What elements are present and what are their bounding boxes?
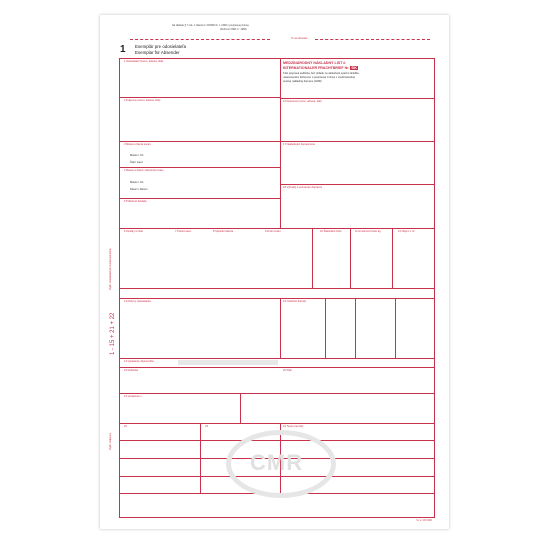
box24-label: 24 Tovar prevzatý (283, 425, 304, 428)
b4-date: Dátum / Datum (130, 188, 148, 191)
footer-code: S.r.o. CR 0000 (416, 519, 432, 522)
shaded-field (178, 360, 278, 365)
side-label-carrier: Vyplní dopravca (109, 432, 112, 450)
copy-label-de: Exemplar für Absender (135, 50, 180, 55)
box15-label: 15 Dobierka (124, 369, 138, 372)
header-line1: Na základe § 7 ods. 1 zákona č. 00/0000 Z. z. CMR o prepravnej zmluve (172, 24, 249, 27)
box22-label: 22 (124, 425, 127, 428)
box13-label: 13 Pokyny odosielateľa (124, 300, 151, 303)
box18-label: 18 Výhrady a poznámky dopravcu (283, 186, 323, 189)
mid-divider (280, 298, 281, 358)
line-b5 (119, 198, 280, 199)
line-b16 (280, 98, 435, 99)
cut-line-left (130, 39, 270, 40)
box9-label: 9 Druh tovaru (265, 230, 281, 233)
copy-number: 1 (120, 44, 126, 55)
side-label-sender: Vyplní odosielateľ pod zodpovednosťou (109, 248, 112, 290)
header-line2: (Dohovor CMR z r. 1956) (220, 28, 247, 31)
box7-label: 7 Počet kusov (175, 230, 192, 233)
box12-label: 12 Objem v m³ (398, 230, 416, 233)
copy-label-sk: Exemplár pre odosielateľa (135, 44, 187, 49)
box23-label: 23 (205, 425, 208, 428)
line-b22 (119, 423, 435, 424)
pay-col-3 (395, 298, 396, 358)
country-badge: SK (351, 65, 357, 70)
box19-label: 19 Osobitné dohody (283, 300, 307, 303)
b21-divider (240, 393, 241, 423)
box16-label: 16 Dopravca (meno, adresa, štát) (283, 100, 322, 103)
cut-line-right (315, 39, 430, 40)
title-de-text: INTERNATIONALER FRACHTBRIEF Nr. (283, 66, 350, 70)
box10-label: 10 Štatistické číslo (320, 230, 342, 233)
line-b1 (119, 97, 280, 98)
line-goods (119, 228, 435, 229)
goods-col-3 (312, 228, 313, 288)
goods-col-1 (350, 228, 351, 288)
line-b13 (119, 298, 435, 299)
line-b15 (119, 367, 435, 368)
title-note-3: cestnej nákladnej doprave (CMR). (283, 80, 323, 83)
pay-col-2 (355, 298, 356, 358)
box3-label: 3 Miesto určenia tovaru (124, 143, 151, 146)
header-cut-label: Tu sa odrezáva (291, 37, 308, 40)
b3-place: Miesto / Ort (130, 154, 144, 157)
side-numbers: 1 - 15 + 21 + 22 (110, 312, 116, 355)
box17-label: 17 Nasledujúci dopravcovia (283, 143, 315, 146)
line-b18 (280, 184, 435, 185)
title-note: Táto preprava podlieha, bez ohľadu na akúkoľvek opačnú doložku, (283, 72, 360, 75)
line-b4 (119, 167, 280, 168)
line-b21 (119, 393, 435, 394)
box1-label: 1 Odosielateľ (meno, adresa, štát) (124, 60, 164, 63)
upper-divider (280, 58, 281, 228)
line-b3 (119, 141, 435, 142)
box6-label: 6 Značky a čísla (124, 230, 143, 233)
line-b14 (119, 358, 435, 359)
box8-label: 8 Spôsob balenia (213, 230, 234, 233)
box14-label: 14 Vyplatenie dopravného (124, 360, 155, 363)
title-note-2: ustanoveniam Dohovoru o prepravnej zmluve v medzinárodnej (283, 76, 355, 79)
box11-label: 11 Hmotnosť brutto kg (355, 230, 381, 233)
box21-label: 21 Vystavené v (124, 395, 142, 398)
cmr-watermark: CMR (250, 450, 304, 475)
title-sk: MEDZINÁRODNÝ NÁKLADNÝ LIST č. (283, 61, 347, 65)
pay-col-1 (325, 298, 326, 358)
box20-label: 20 Platí (283, 369, 292, 372)
line-goods-end (119, 288, 435, 289)
b3-state: Štát / Land (130, 161, 143, 164)
box4-label: 4 Miesto a dátum naloženia tovaru (124, 169, 164, 172)
box2-label: 2 Príjemca (meno, adresa, štát) (124, 99, 161, 102)
goods-col-2 (392, 228, 393, 288)
box5-label: 5 Priložené doklady (124, 200, 147, 203)
b4-place: Miesto / Ort (130, 181, 144, 184)
title-de (283, 66, 358, 70)
